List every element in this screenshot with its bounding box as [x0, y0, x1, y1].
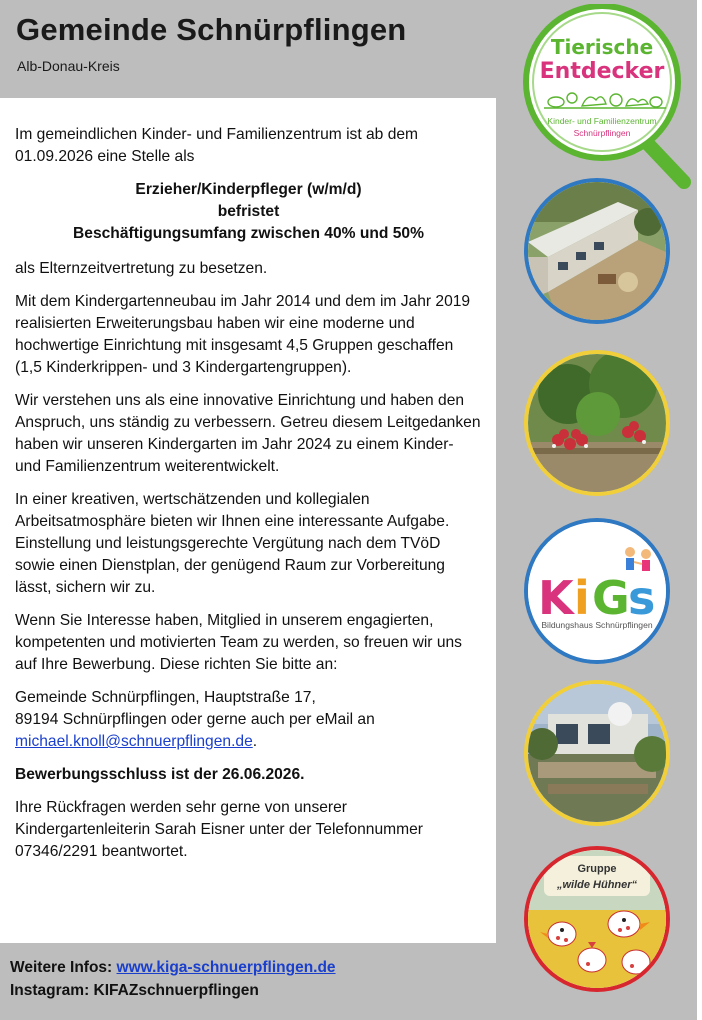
logo-line4: Schnürpflingen [573, 128, 631, 138]
email-suffix: . [252, 733, 258, 750]
kigs-subtitle: Bildungshaus Schnürpflingen [541, 620, 653, 630]
footer-instagram: Instagram: KIFAZschnuerpflingen [10, 982, 259, 999]
website-link[interactable]: www.kiga-schnuerpflingen.de [116, 959, 336, 976]
tierische-entdecker-logo [516, 4, 696, 194]
position-term: befristet [217, 203, 280, 220]
address-paragraph [15, 687, 482, 753]
offer-paragraph: In einer kreativen, wertschätzenden und kollegialen Arbeitsatmosphäre bieten wir Ihnen eine interessante Aufgabe. Einstellung und leistungsgerechte Vergütung nach dem TVöD sowie einen Dienstplan, der genügend Raum zur Vorbereitung lässt, sichern wir zu. [15, 491, 450, 596]
footer-info-line [10, 956, 336, 979]
logo-line2: Entdecker [539, 59, 665, 84]
footer-info-label: Weitere Infos: [10, 959, 117, 976]
kigs-bildungshaus-logo [524, 518, 670, 664]
purpose-paragraph: als Elternzeitvertretung zu besetzen. [15, 260, 268, 277]
group-sign-line2: „wilde Hühner“ [556, 879, 638, 891]
page-title: Gemeinde Schnürpflingen [16, 12, 407, 47]
kigs-letter-s: s [628, 571, 656, 625]
logo-line3: Kinder- und Familienzentrum [547, 116, 657, 126]
kindergarten-garden-photo [524, 680, 670, 826]
kindergarten-building-photo [524, 178, 670, 324]
deadline-text: Bewerbungsschluss ist der 26.06.2026. [15, 766, 305, 783]
page-subtitle: Alb-Donau-Kreis [17, 58, 120, 74]
garden-radishes-photo [524, 350, 670, 496]
kigs-letter-k: K [538, 571, 574, 625]
contact-paragraph: Ihre Rückfragen werden sehr gerne von unserer Kindergartenleiterin Sarah Eisner unter der Telefonnummer 07346/2291 beantwortet. [15, 799, 423, 860]
logo-line1: Tierische [550, 35, 654, 59]
invitation-paragraph: Wenn Sie Interesse haben, Mitglied in unserem engagierten, kompetenten und motivierten Team zu werden, so freuen wir uns auf Ihre Bewerbung. Diese richten Sie bitte an: [15, 612, 462, 673]
email-link[interactable]: michael.knoll@schnuerpflingen.de [15, 733, 253, 750]
intro-paragraph: Im gemeindlichen Kinder- und Familienzentrum ist ab dem 01.09.2026 eine Stelle als [15, 126, 419, 165]
address-line1: Gemeinde Schnürpflingen, Hauptstraße 17, [15, 689, 316, 706]
position-title: Erzieher/Kinderpfleger (w/m/d) [135, 181, 362, 198]
mission-paragraph: Wir verstehen uns als eine innovative Einrichtung und haben den Anspruch, uns ständig zu verbessern. Getreu diesem Leitgedanken haben wir unseren Kindergarten im Jahr 2024 zu einem Kinder- und Familienzentrum weiterentwickelt. [15, 392, 481, 475]
position-block [15, 179, 482, 245]
kigs-letter-g: G [592, 571, 630, 625]
group-sign-line1: Gruppe [577, 863, 617, 875]
job-posting-content [0, 98, 496, 943]
address-line2: 89194 Schnürpflingen oder gerne auch per eMail an [15, 711, 375, 728]
footer [10, 956, 336, 1002]
wilde-huehner-group-sign [524, 846, 670, 992]
facility-paragraph: Mit dem Kindergartenneubau im Jahr 2014 und dem im Jahr 2019 realisierten Erweiterungsbau haben wir eine moderne und hochwertige Einrichtung mit insgesamt 4,5 Gruppen geschaffen (1,5 Kinderkrippen- und 3 Kindergartengruppen). [15, 293, 471, 376]
position-scope: Beschäftigungsumfang zwischen 40% und 50% [73, 225, 424, 242]
kigs-letter-i: i [574, 571, 590, 625]
